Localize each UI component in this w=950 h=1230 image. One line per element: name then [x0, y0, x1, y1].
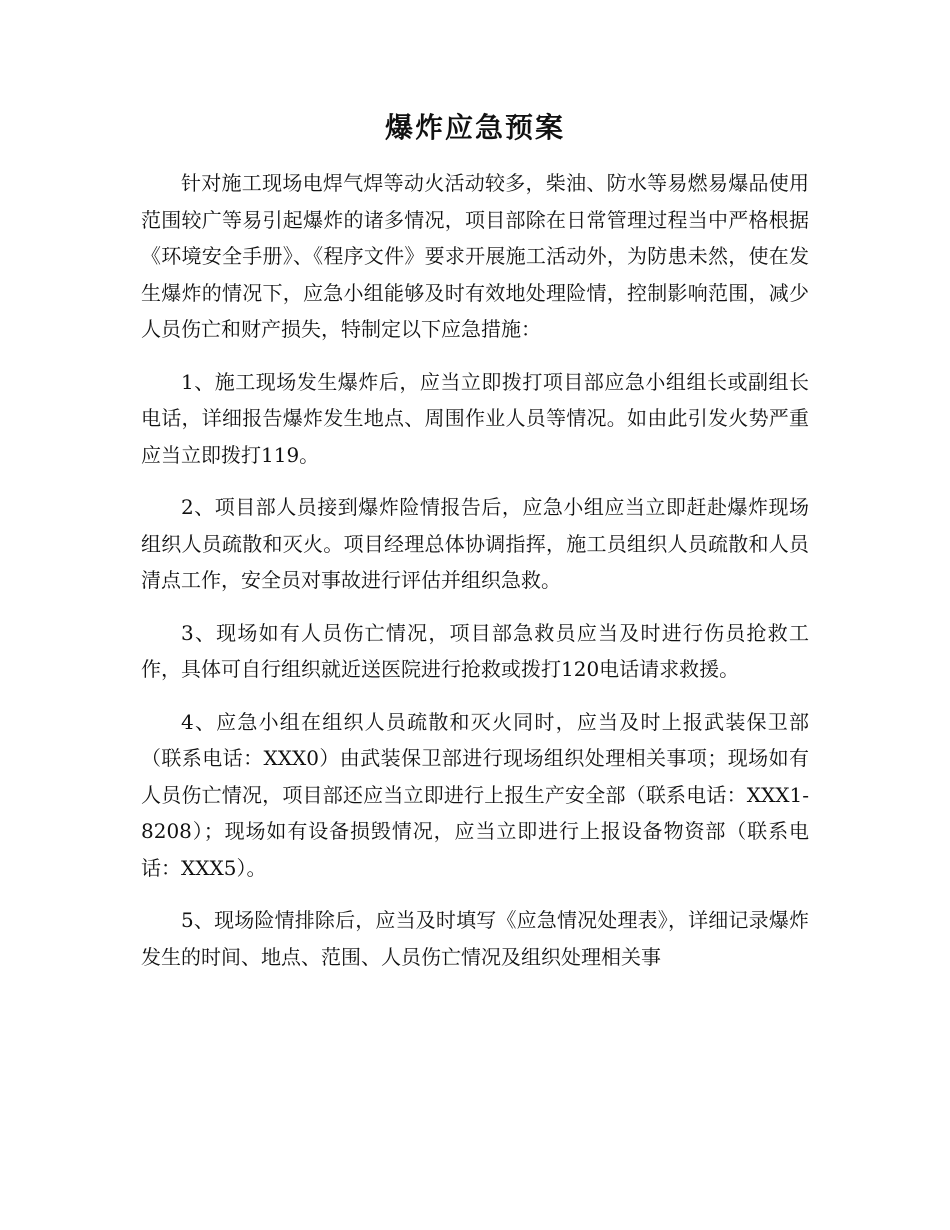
- step-1-paragraph: 1、施工现场发生爆炸后，应当立即拨打项目部应急小组组长或副组长电话，详细报告爆炸发生地点、周围作业人员等情况。如由此引发火势严重应当立即拨打119。: [141, 369, 809, 467]
- step-3-paragraph: 3、现场如有人员伤亡情况，项目部急救员应当及时进行伤员抢救工作，具体可自行组织就近送医院进行抢救或拨打120电话请求救援。: [141, 620, 809, 681]
- step-4-paragraph: 4、应急小组在组织人员疏散和灭火同时，应当及时上报武装保卫部（联系电话：XXX0）由武装保卫部进行现场组织处理相关事项；现场如有人员伤亡情况，项目部还应当立即进行上报生产安全部（联系电话：XXX1-8208）；现场如有设备损毁情况，应当立即进行上报设备物资部（联系电话：XXX5）。: [141, 709, 809, 880]
- document-title: 爆炸应急预案: [384, 111, 565, 144]
- step-2-paragraph: 2、项目部人员接到爆炸险情报告后，应急小组应当立即赶赴爆炸现场组织人员疏散和灭火。项目经理总体协调指挥，施工员组织人员疏散和人员清点工作，安全员对事故进行评估并组织急救。: [141, 495, 809, 592]
- document-body: [141, 165, 809, 975]
- intro-paragraph: 针对施工现场电焊气焊等动火活动较多，柴油、防水等易燃易爆品使用范围较广等易引起爆炸的诸多情况，项目部除在日常管理过程当中严格根据《环境安全手册》、《程序文件》要求开展施工活动外，为防患未然，使在发生爆炸的情况下，应急小组能够及时有效地处理险情，控制影响范围，减少人员伤亡和财产损失，特制定以下应急措施：: [141, 171, 809, 341]
- step-5-paragraph: 5、现场险情排除后，应当及时填写《应急情况处理表》，详细记录爆炸发生的时间、地点、范围、人员伤亡情况及组织处理相关事: [141, 908, 809, 969]
